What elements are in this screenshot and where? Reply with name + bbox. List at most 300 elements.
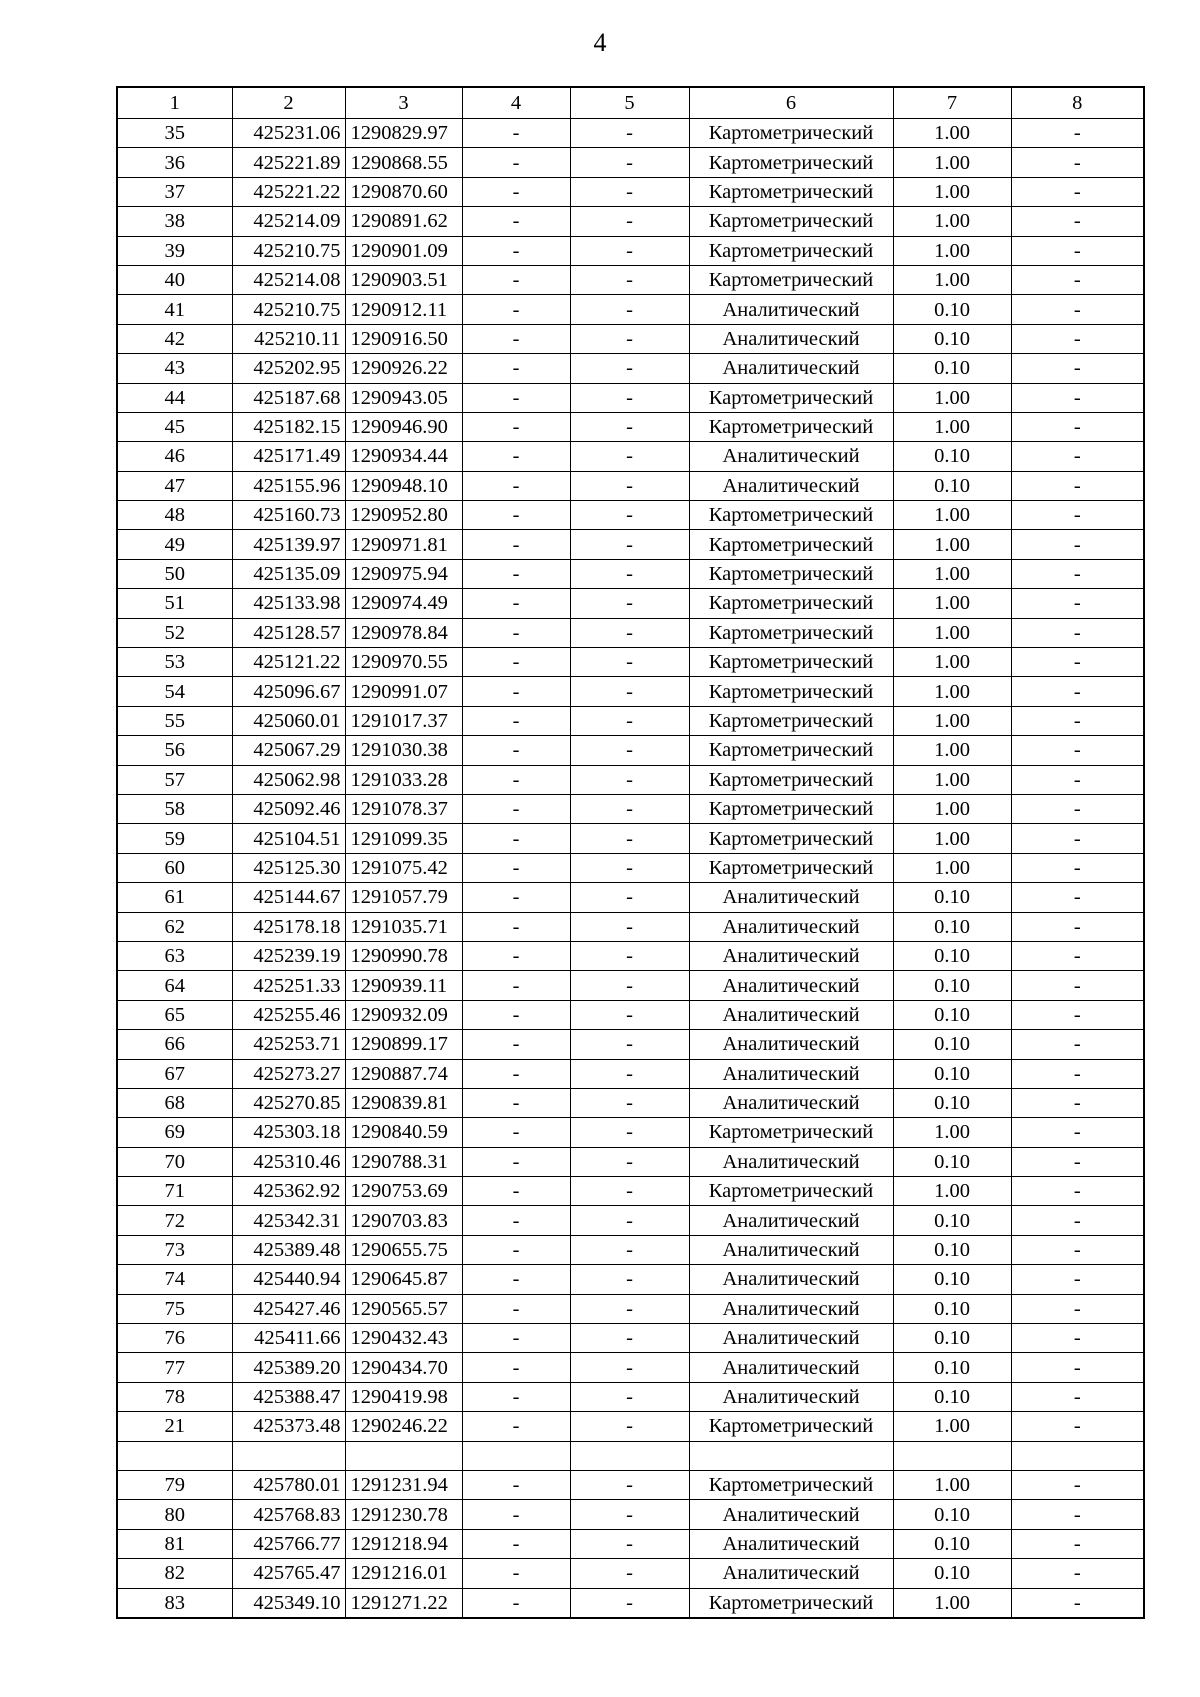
precision-cell: 0.10	[893, 354, 1011, 383]
point-number-cell: 49	[117, 530, 232, 559]
column-5-cell: -	[570, 971, 689, 1000]
column-5-cell: -	[570, 265, 689, 294]
y-coordinate-cell: 1290932.09	[345, 1000, 462, 1029]
method-cell: Картометрический	[689, 412, 893, 441]
y-coordinate-cell: 1290703.83	[345, 1206, 462, 1235]
column-5-cell: -	[570, 295, 689, 324]
precision-cell: 1.00	[893, 207, 1011, 236]
x-coordinate-cell: 425273.27	[232, 1059, 345, 1088]
column-5-cell: -	[570, 1147, 689, 1176]
column-8-cell: -	[1011, 706, 1144, 735]
column-4-cell: -	[462, 971, 570, 1000]
method-cell: Картометрический	[689, 1118, 893, 1147]
column-5-cell: -	[570, 765, 689, 794]
table-row	[117, 1559, 1144, 1588]
column-8-cell: -	[1011, 1324, 1144, 1353]
column-5-cell: -	[570, 1559, 689, 1588]
x-coordinate-cell: 425060.01	[232, 706, 345, 735]
y-coordinate-cell: 1290432.43	[345, 1324, 462, 1353]
precision-cell: 0.10	[893, 883, 1011, 912]
column-8-cell: -	[1011, 589, 1144, 618]
method-cell: Аналитический	[689, 324, 893, 353]
method-cell: Картометрический	[689, 736, 893, 765]
column-5-cell: -	[570, 941, 689, 970]
y-coordinate-cell: 1290990.78	[345, 941, 462, 970]
column-8-cell: -	[1011, 824, 1144, 853]
method-cell: Аналитический	[689, 883, 893, 912]
column-4-cell: -	[462, 941, 570, 970]
column-5-cell: -	[570, 1412, 689, 1441]
column-header: 1	[117, 87, 232, 119]
column-4-cell: -	[462, 883, 570, 912]
method-cell: Аналитический	[689, 354, 893, 383]
column-4-cell: -	[462, 236, 570, 265]
method-cell: Аналитический	[689, 1059, 893, 1088]
method-cell: Аналитический	[689, 1382, 893, 1411]
column-5-cell: -	[570, 442, 689, 471]
y-coordinate-cell: 1291099.35	[345, 824, 462, 853]
precision-cell: 0.10	[893, 1206, 1011, 1235]
point-number-cell: 62	[117, 912, 232, 941]
column-4-cell: -	[462, 794, 570, 823]
column-4-cell	[462, 1441, 570, 1470]
column-8-cell: -	[1011, 1559, 1144, 1588]
precision-cell: 1.00	[893, 559, 1011, 588]
y-coordinate-cell: 1291030.38	[345, 736, 462, 765]
y-coordinate-cell: 1291057.79	[345, 883, 462, 912]
table-row	[117, 148, 1144, 177]
y-coordinate-cell: 1291216.01	[345, 1559, 462, 1588]
x-coordinate-cell: 425160.73	[232, 501, 345, 530]
column-5-cell: -	[570, 1588, 689, 1618]
table-row	[117, 1500, 1144, 1529]
column-5-cell: -	[570, 1088, 689, 1117]
column-5-cell: -	[570, 1177, 689, 1206]
y-coordinate-cell: 1290870.60	[345, 177, 462, 206]
precision-cell: 1.00	[893, 236, 1011, 265]
x-coordinate-cell: 425214.09	[232, 207, 345, 236]
precision-cell: 0.10	[893, 1324, 1011, 1353]
column-8-cell: -	[1011, 912, 1144, 941]
column-4-cell: -	[462, 383, 570, 412]
table-row	[117, 207, 1144, 236]
column-4-cell: -	[462, 1177, 570, 1206]
precision-cell: 1.00	[893, 853, 1011, 882]
table-row	[117, 1030, 1144, 1059]
y-coordinate-cell: 1290788.31	[345, 1147, 462, 1176]
precision-cell: 1.00	[893, 618, 1011, 647]
x-coordinate-cell: 425171.49	[232, 442, 345, 471]
precision-cell: 1.00	[893, 119, 1011, 148]
point-number-cell: 60	[117, 853, 232, 882]
y-coordinate-cell: 1290916.50	[345, 324, 462, 353]
x-coordinate-cell: 425128.57	[232, 618, 345, 647]
method-cell: Аналитический	[689, 1529, 893, 1558]
x-coordinate-cell: 425373.48	[232, 1412, 345, 1441]
table-row	[117, 119, 1144, 148]
x-coordinate-cell: 425270.85	[232, 1088, 345, 1117]
column-8-cell: -	[1011, 1147, 1144, 1176]
table-row	[117, 559, 1144, 588]
table-row	[117, 1000, 1144, 1029]
x-coordinate-cell: 425139.97	[232, 530, 345, 559]
y-coordinate-cell: 1290952.80	[345, 501, 462, 530]
x-coordinate-cell: 425062.98	[232, 765, 345, 794]
method-cell: Картометрический	[689, 706, 893, 735]
precision-cell: 1.00	[893, 148, 1011, 177]
column-8-cell: -	[1011, 148, 1144, 177]
method-cell: Картометрический	[689, 207, 893, 236]
table-row	[117, 677, 1144, 706]
x-coordinate-cell: 425303.18	[232, 1118, 345, 1147]
column-4-cell: -	[462, 1559, 570, 1588]
column-4-cell: -	[462, 148, 570, 177]
point-number-cell: 83	[117, 1588, 232, 1618]
method-cell: Аналитический	[689, 1353, 893, 1382]
table-row	[117, 648, 1144, 677]
column-5-cell: -	[570, 530, 689, 559]
column-8-cell: -	[1011, 765, 1144, 794]
method-cell: Картометрический	[689, 119, 893, 148]
column-header: 6	[689, 87, 893, 119]
point-number-cell: 50	[117, 559, 232, 588]
column-4-cell: -	[462, 1235, 570, 1264]
point-number-cell: 54	[117, 677, 232, 706]
column-4-cell: -	[462, 824, 570, 853]
precision-cell: 0.10	[893, 912, 1011, 941]
table-row	[117, 1206, 1144, 1235]
column-8-cell: -	[1011, 119, 1144, 148]
column-4-cell: -	[462, 1294, 570, 1323]
y-coordinate-cell: 1290839.81	[345, 1088, 462, 1117]
method-cell: Картометрический	[689, 236, 893, 265]
x-coordinate-cell: 425210.11	[232, 324, 345, 353]
precision-cell: 0.10	[893, 971, 1011, 1000]
column-5-cell: -	[570, 1353, 689, 1382]
method-cell: Аналитический	[689, 1235, 893, 1264]
table-row	[117, 442, 1144, 471]
y-coordinate-cell: 1290971.81	[345, 530, 462, 559]
table-row	[117, 1588, 1144, 1618]
point-number-cell: 64	[117, 971, 232, 1000]
y-coordinate-cell: 1291271.22	[345, 1588, 462, 1618]
table-row	[117, 941, 1144, 970]
column-5-cell: -	[570, 1294, 689, 1323]
point-number-cell: 36	[117, 148, 232, 177]
precision-cell: 1.00	[893, 177, 1011, 206]
precision-cell: 0.10	[893, 1353, 1011, 1382]
table-row	[117, 736, 1144, 765]
column-5-cell: -	[570, 1382, 689, 1411]
column-4-cell: -	[462, 706, 570, 735]
table-row	[117, 1147, 1144, 1176]
column-4-cell: -	[462, 677, 570, 706]
y-coordinate-cell: 1290868.55	[345, 148, 462, 177]
y-coordinate-cell: 1290926.22	[345, 354, 462, 383]
column-8-cell: -	[1011, 1059, 1144, 1088]
column-5-cell: -	[570, 883, 689, 912]
x-coordinate-cell: 425133.98	[232, 589, 345, 618]
point-number-cell: 77	[117, 1353, 232, 1382]
method-cell: Аналитический	[689, 1294, 893, 1323]
table-row	[117, 1118, 1144, 1147]
point-number-cell: 75	[117, 1294, 232, 1323]
column-4-cell: -	[462, 618, 570, 647]
column-5-cell: -	[570, 324, 689, 353]
y-coordinate-cell: 1290891.62	[345, 207, 462, 236]
method-cell: Картометрический	[689, 824, 893, 853]
column-5-cell: -	[570, 236, 689, 265]
column-8-cell: -	[1011, 1206, 1144, 1235]
x-coordinate-cell: 425389.48	[232, 1235, 345, 1264]
method-cell: Аналитический	[689, 1206, 893, 1235]
precision-cell: 0.10	[893, 1147, 1011, 1176]
method-cell: Картометрический	[689, 618, 893, 647]
y-coordinate-cell: 1291035.71	[345, 912, 462, 941]
column-4-cell: -	[462, 1147, 570, 1176]
table-row	[117, 765, 1144, 794]
column-8-cell: -	[1011, 1500, 1144, 1529]
table-row	[117, 324, 1144, 353]
column-8-cell: -	[1011, 324, 1144, 353]
column-8-cell: -	[1011, 295, 1144, 324]
column-8-cell: -	[1011, 941, 1144, 970]
method-cell: Аналитический	[689, 442, 893, 471]
table-row	[117, 1470, 1144, 1499]
x-coordinate-cell: 425780.01	[232, 1470, 345, 1499]
x-coordinate-cell: 425182.15	[232, 412, 345, 441]
column-8-cell: -	[1011, 236, 1144, 265]
column-5-cell: -	[570, 648, 689, 677]
point-number-cell: 76	[117, 1324, 232, 1353]
precision-cell: 0.10	[893, 471, 1011, 500]
method-cell: Картометрический	[689, 1470, 893, 1499]
x-coordinate-cell: 425253.71	[232, 1030, 345, 1059]
column-8-cell: -	[1011, 442, 1144, 471]
precision-cell: 1.00	[893, 765, 1011, 794]
column-8-cell: -	[1011, 177, 1144, 206]
column-4-cell: -	[462, 324, 570, 353]
column-5-cell: -	[570, 1324, 689, 1353]
column-4-cell: -	[462, 265, 570, 294]
point-number-cell: 81	[117, 1529, 232, 1558]
column-5-cell	[570, 1441, 689, 1470]
column-4-cell: -	[462, 1118, 570, 1147]
x-coordinate-cell: 425255.46	[232, 1000, 345, 1029]
column-5-cell: -	[570, 1235, 689, 1264]
column-4-cell: -	[462, 1206, 570, 1235]
method-cell: Аналитический	[689, 941, 893, 970]
method-cell: Аналитический	[689, 471, 893, 500]
table-row	[117, 1353, 1144, 1382]
point-number-cell: 68	[117, 1088, 232, 1117]
column-5-cell: -	[570, 1265, 689, 1294]
column-header: 5	[570, 87, 689, 119]
x-coordinate-cell: 425092.46	[232, 794, 345, 823]
column-8-cell: -	[1011, 501, 1144, 530]
point-number-cell: 21	[117, 1412, 232, 1441]
method-cell: Картометрический	[689, 530, 893, 559]
y-coordinate-cell: 1290991.07	[345, 677, 462, 706]
column-8-cell: -	[1011, 383, 1144, 412]
column-8-cell: -	[1011, 1353, 1144, 1382]
y-coordinate-cell: 1290901.09	[345, 236, 462, 265]
column-5-cell: -	[570, 177, 689, 206]
table-row	[117, 530, 1144, 559]
column-4-cell: -	[462, 589, 570, 618]
precision-cell: 1.00	[893, 383, 1011, 412]
column-5-cell: -	[570, 501, 689, 530]
table-row	[117, 236, 1144, 265]
y-coordinate-cell: 1291231.94	[345, 1470, 462, 1499]
table-row	[117, 383, 1144, 412]
column-8-cell: -	[1011, 853, 1144, 882]
column-5-cell: -	[570, 912, 689, 941]
x-coordinate-cell: 425125.30	[232, 853, 345, 882]
point-number-cell: 63	[117, 941, 232, 970]
precision-cell: 1.00	[893, 736, 1011, 765]
column-5-cell: -	[570, 677, 689, 706]
y-coordinate-cell: 1290419.98	[345, 1382, 462, 1411]
column-5-cell: -	[570, 1500, 689, 1529]
y-coordinate-cell: 1290939.11	[345, 971, 462, 1000]
y-coordinate-cell: 1290946.90	[345, 412, 462, 441]
column-5-cell: -	[570, 794, 689, 823]
column-8-cell: -	[1011, 207, 1144, 236]
column-4-cell: -	[462, 912, 570, 941]
precision-cell: 1.00	[893, 1177, 1011, 1206]
column-4-cell: -	[462, 1588, 570, 1618]
precision-cell: 1.00	[893, 589, 1011, 618]
point-number-cell: 46	[117, 442, 232, 471]
method-cell: Аналитический	[689, 971, 893, 1000]
table-row	[117, 1235, 1144, 1264]
x-coordinate-cell: 425135.09	[232, 559, 345, 588]
column-4-cell: -	[462, 501, 570, 530]
point-number-cell: 67	[117, 1059, 232, 1088]
x-coordinate-cell: 425104.51	[232, 824, 345, 853]
y-coordinate-cell: 1290943.05	[345, 383, 462, 412]
column-header: 3	[345, 87, 462, 119]
x-coordinate-cell: 425155.96	[232, 471, 345, 500]
table-row	[117, 1088, 1144, 1117]
column-4-cell: -	[462, 207, 570, 236]
method-cell: Картометрический	[689, 853, 893, 882]
point-number-cell: 53	[117, 648, 232, 677]
column-4-cell: -	[462, 1412, 570, 1441]
column-4-cell: -	[462, 295, 570, 324]
x-coordinate-cell: 425388.47	[232, 1382, 345, 1411]
point-number-cell: 72	[117, 1206, 232, 1235]
column-4-cell: -	[462, 1324, 570, 1353]
table-row	[117, 971, 1144, 1000]
table-row	[117, 265, 1144, 294]
x-coordinate-cell: 425121.22	[232, 648, 345, 677]
point-number-cell: 57	[117, 765, 232, 794]
point-number-cell: 40	[117, 265, 232, 294]
point-number-cell: 80	[117, 1500, 232, 1529]
table-row	[117, 824, 1144, 853]
column-4-cell: -	[462, 1500, 570, 1529]
precision-cell: 1.00	[893, 824, 1011, 853]
method-cell: Картометрический	[689, 794, 893, 823]
x-coordinate-cell: 425251.33	[232, 971, 345, 1000]
column-5-cell: -	[570, 471, 689, 500]
column-5-cell: -	[570, 383, 689, 412]
method-cell: Картометрический	[689, 383, 893, 412]
point-number-cell: 48	[117, 501, 232, 530]
precision-cell: 1.00	[893, 706, 1011, 735]
y-coordinate-cell: 1290978.84	[345, 618, 462, 647]
method-cell: Аналитический	[689, 912, 893, 941]
y-coordinate-cell: 1290840.59	[345, 1118, 462, 1147]
table-header-row	[117, 87, 1144, 119]
y-coordinate-cell: 1291218.94	[345, 1529, 462, 1558]
precision-cell: 1.00	[893, 1412, 1011, 1441]
column-5-cell: -	[570, 559, 689, 588]
x-coordinate-cell: 425221.22	[232, 177, 345, 206]
table-row	[117, 501, 1144, 530]
x-coordinate-cell: 425342.31	[232, 1206, 345, 1235]
method-cell: Аналитический	[689, 1088, 893, 1117]
precision-cell: 0.10	[893, 1059, 1011, 1088]
column-header: 8	[1011, 87, 1144, 119]
table-row	[117, 471, 1144, 500]
column-4-cell: -	[462, 1382, 570, 1411]
y-coordinate-cell: 1290887.74	[345, 1059, 462, 1088]
column-header: 7	[893, 87, 1011, 119]
column-4-cell: -	[462, 1529, 570, 1558]
precision-cell: 0.10	[893, 1088, 1011, 1117]
column-4-cell: -	[462, 853, 570, 882]
coordinates-table	[116, 86, 1145, 1619]
x-coordinate-cell	[232, 1441, 345, 1470]
table-row	[117, 1412, 1144, 1441]
point-number-cell: 47	[117, 471, 232, 500]
point-number-cell: 51	[117, 589, 232, 618]
precision-cell	[893, 1441, 1011, 1470]
column-5-cell: -	[570, 706, 689, 735]
table-row	[117, 794, 1144, 823]
column-8-cell: -	[1011, 412, 1144, 441]
column-8-cell: -	[1011, 265, 1144, 294]
column-8-cell: -	[1011, 1294, 1144, 1323]
table-row	[117, 177, 1144, 206]
column-8-cell: -	[1011, 883, 1144, 912]
precision-cell: 1.00	[893, 412, 1011, 441]
precision-cell: 0.10	[893, 295, 1011, 324]
precision-cell: 0.10	[893, 1294, 1011, 1323]
method-cell: Картометрический	[689, 648, 893, 677]
table-body	[117, 119, 1144, 1618]
y-coordinate-cell: 1290975.94	[345, 559, 462, 588]
precision-cell: 0.10	[893, 1559, 1011, 1588]
table-row	[117, 912, 1144, 941]
x-coordinate-cell: 425214.08	[232, 265, 345, 294]
y-coordinate-cell: 1290899.17	[345, 1030, 462, 1059]
point-number-cell: 73	[117, 1235, 232, 1264]
column-4-cell: -	[462, 412, 570, 441]
x-coordinate-cell: 425231.06	[232, 119, 345, 148]
method-cell: Картометрический	[689, 559, 893, 588]
point-number-cell: 66	[117, 1030, 232, 1059]
column-8-cell: -	[1011, 1412, 1144, 1441]
method-cell: Аналитический	[689, 1000, 893, 1029]
point-number-cell: 56	[117, 736, 232, 765]
point-number-cell: 39	[117, 236, 232, 265]
column-8-cell: -	[1011, 1235, 1144, 1264]
y-coordinate-cell: 1290948.10	[345, 471, 462, 500]
